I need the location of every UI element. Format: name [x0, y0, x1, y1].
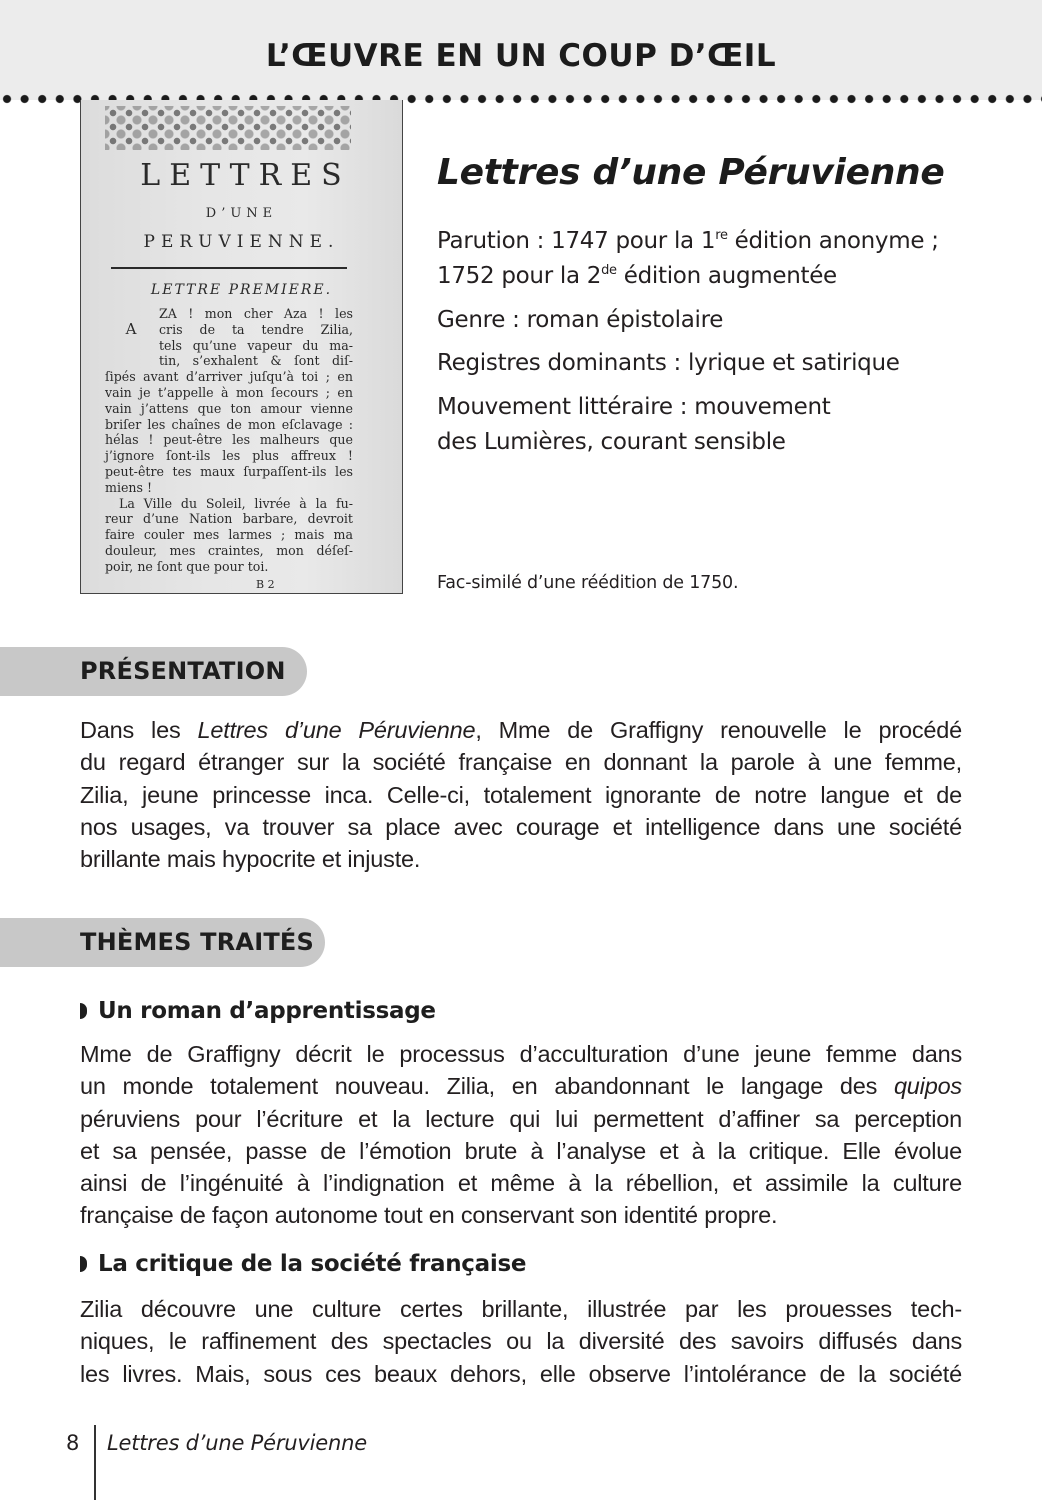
- paragraph-line: les livres. Mais, sous ces beaux dehors, elle observe l’intolérance de la société: [80, 1360, 962, 1387]
- facsimile-title: LETTRES: [140, 158, 351, 193]
- paragraph-line: Zilia découvre une culture certes brillante, illustrée par les prouesses tech-: [80, 1296, 962, 1322]
- running-title: Lettres d’une Péruvienne: [107, 1431, 367, 1455]
- facsimile-line: poir, ne ſont que pour toi.: [105, 558, 269, 574]
- ordinal-superscript: de: [601, 263, 617, 278]
- facsimile-line: tin, s’exhalent & ſont diſ-: [159, 353, 353, 369]
- page-number: 8: [66, 1431, 80, 1455]
- facsimile-line: cris de ta tendre Zilia,: [159, 321, 353, 337]
- genre-value: roman épistolaire: [519, 307, 724, 333]
- bullet-half-circle-icon: [80, 1003, 87, 1019]
- facsimile-image: [80, 100, 403, 594]
- paragraph-line: niques, le raffinement des spectacles ou la diversité des savoirs diffusés dans: [80, 1328, 962, 1355]
- paragraph-line: [80, 714, 962, 746]
- info-registres: [437, 346, 900, 381]
- section-heading-themes: THÈMES TRAITÉS: [0, 918, 325, 967]
- parution-value: édition augmentée: [616, 263, 837, 289]
- genre-label: Genre :: [437, 307, 520, 333]
- footer-divider: [94, 1425, 96, 1500]
- page-header-title: L’ŒUVRE EN UN COUP D’ŒIL: [265, 38, 777, 74]
- paragraph-line: [80, 1070, 962, 1102]
- facsimile-line: ZA ! mon cher Aza ! les: [159, 306, 353, 321]
- info-mouvement: [437, 390, 830, 460]
- theme-title: La critique de la société française: [98, 1251, 527, 1277]
- facsimile-rule: [111, 267, 347, 269]
- paragraph-line: française de façon autonome tout en conservant son identité propre.: [80, 1202, 778, 1229]
- parution-value: édition anonyme ;: [727, 228, 939, 254]
- facsimile-subtitle: D’UNE: [205, 206, 278, 221]
- theme-paragraph: [80, 1293, 962, 1390]
- facsimile-line: hélas ! peut-être les malheurs que: [105, 432, 353, 448]
- section-heading-presentation: PRÉSENTATION: [0, 647, 307, 696]
- facsimile-letter-heading: LETTRE PREMIERE.: [150, 282, 333, 298]
- facsimile-line: vain j’attens que ton amour vienne: [105, 400, 353, 416]
- mouvement-label: Mouvement littéraire :: [437, 394, 688, 420]
- italic-title: Lettres d’une Péruvienne: [197, 717, 476, 743]
- theme-paragraph: [80, 1038, 962, 1232]
- paragraph-line: et sa pensée, passe de l’émotion brute à l’analyse et à la critique. Elle évolue: [80, 1137, 962, 1164]
- mouvement-value: mouvement: [687, 394, 831, 420]
- italic-term: quipos: [893, 1073, 962, 1100]
- facsimile-line: faire couler mes larmes ; mais ma: [105, 527, 353, 543]
- paragraph-line: Zilia, jeune princesse inca. Celle-ci, totalement ignorante de notre langue et de: [80, 781, 962, 808]
- facsimile-caption: Fac-similé d’une réédition de 1750.: [437, 573, 739, 593]
- theme-subheading: [80, 1251, 526, 1277]
- facsimile-line: vain je t’appelle à mon ſecours ; en: [105, 384, 353, 400]
- ordinal-superscript: re: [715, 228, 728, 243]
- paragraph-line: nos usages, va trouver sa place avec courage et intelligence dans une société: [80, 813, 962, 840]
- facsimile-text: [105, 306, 353, 575]
- bullet-half-circle-icon: [80, 1256, 87, 1272]
- paragraph-line: péruviens pour l’écriture et la lecture qui lui permettent d’affiner sa perception: [80, 1105, 962, 1132]
- facsimile-line: j’ignore ſont-ils les plus affreux !: [105, 448, 353, 464]
- paragraph-line: du regard étranger sur la société française en donnant la parole à une femme,: [80, 749, 962, 776]
- book-title: Lettres d’une Péruvienne: [437, 152, 945, 193]
- presentation-paragraph: [80, 714, 962, 875]
- theme-title: Un roman d’apprentissage: [98, 998, 436, 1024]
- paragraph-line: Mme de Graffigny décrit le processus d’acculturation d’une jeune femme dans: [80, 1041, 962, 1067]
- facsimile-line: peut-être tes maux ſurpaſſent-ils les: [105, 463, 353, 479]
- ornament-icon: [105, 106, 351, 150]
- facsimile-line: La Ville du Soleil, livrée à la fu-: [119, 495, 353, 511]
- paragraph-line: brillante mais hypocrite et injuste.: [80, 846, 421, 873]
- facsimile-line: briſer les chaînes de mon eſclavage :: [105, 416, 353, 432]
- paragraph-line: ainsi de l’ingénuité à l’indignation et même à la rébellion, et assimile la culture: [80, 1170, 962, 1197]
- registres-label: Registres dominants :: [437, 350, 681, 376]
- registres-value: lyrique et satirique: [680, 350, 900, 376]
- info-parution: [437, 224, 939, 294]
- facsimile-line: douleur, mes craintes, mon déſeſ-: [105, 542, 353, 558]
- parution-label: Parution :: [437, 228, 545, 254]
- facsimile-line: ſipés avant d’arriver juſqu’à toi ; en: [105, 369, 353, 385]
- text-run: un monde totalement nouveau. Zilia, en abandonnant le langage des: [80, 1073, 894, 1100]
- theme-subheading: [80, 998, 436, 1024]
- drop-cap: A: [125, 320, 137, 338]
- parution-value: 1752 pour la 2: [437, 263, 602, 289]
- facsimile-line: miens !: [105, 479, 153, 495]
- info-genre: [437, 303, 723, 338]
- text-run: Dans les: [80, 717, 198, 743]
- mouvement-value: des Lumières, courant sensible: [437, 429, 786, 455]
- facsimile-line: reur d’une Nation barbare, devroit: [105, 511, 353, 527]
- facsimile-signature: B 2: [256, 578, 275, 591]
- parution-value: 1747 pour la 1: [544, 228, 716, 254]
- text-run: , Mme de Graffigny renouvelle le procédé: [475, 717, 962, 743]
- facsimile-line: tels qu’une vapeur du ma-: [159, 337, 353, 353]
- facsimile-subtitle: PERUVIENNE.: [143, 232, 340, 252]
